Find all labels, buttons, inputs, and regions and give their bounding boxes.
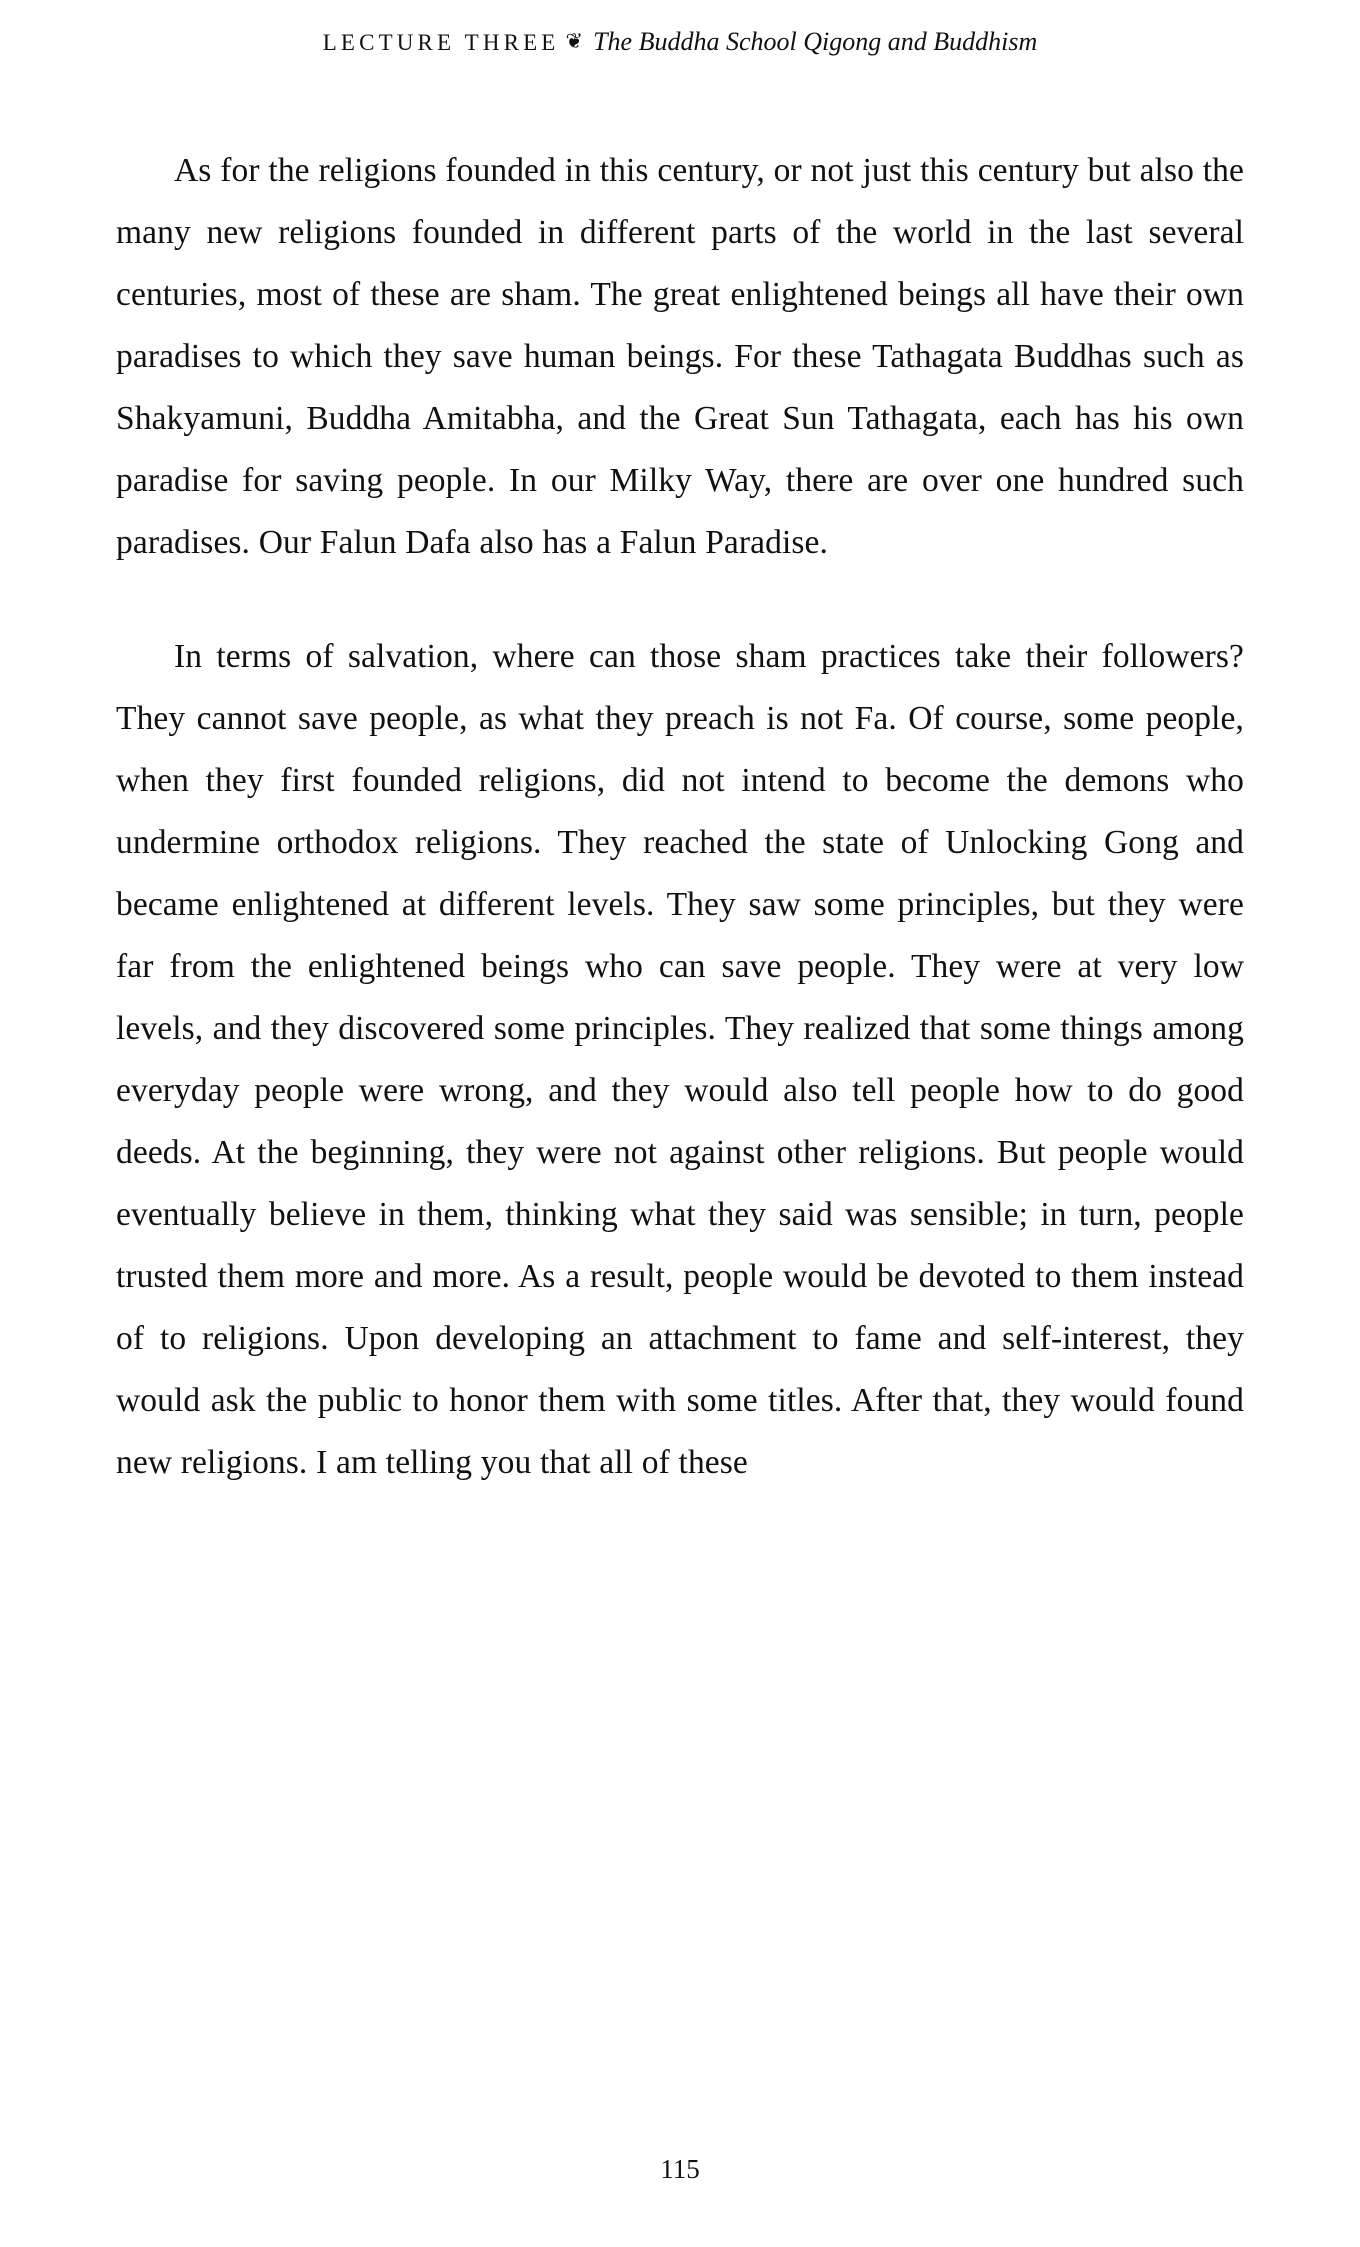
page-number: 115	[660, 2154, 700, 2184]
running-head-title: The Buddha School Qigong and Buddhism	[593, 27, 1038, 56]
body-text	[116, 140, 1244, 1494]
running-head	[0, 26, 1360, 58]
paragraph: As for the religions founded in this century, or not just this century but also the many new religions founded in different parts of the world in the last several centuries, most of these are sham. The great enlightened beings all have their own paradises to which they save human beings. For these Tathagata Buddhas such as Shakyamuni, Buddha Amitabha, and the Great Sun Tathagata, each has his own paradise for saving people. In our Milky Way, there are over one hundred such paradises. Our Falun Dafa also has a Falun Paradise.	[116, 152, 1244, 561]
leaf-ornament-icon: ❦	[565, 29, 584, 53]
running-head-lecture-label: LECTURE THREE	[322, 30, 560, 55]
paragraph: In terms of salvation, where can those sham practices take their followers? They cannot save people, as what they preach is not Fa. Of course, some people, when they first founded religions, did not intend to become the demons who undermine orthodox religions. They reached the state of Unlocking Gong and became enlightened at different levels. They saw some principles, but they were far from the enlightened beings who can save people. They were at very low levels, and they discovered some principles. They realized that some things among everyday people were wrong, and they would also tell people how to do good deeds. At the beginning, they were not against other religions. But people would eventually believe in them, thinking what they said was sensible; in turn, people trusted them more and more. As a result, people would be devoted to them instead of to religions. Upon developing an attachment to fame and self-interest, they would ask the public to honor them with some titles. After that, they would found new religions. I am telling you that all of these	[116, 638, 1244, 1481]
